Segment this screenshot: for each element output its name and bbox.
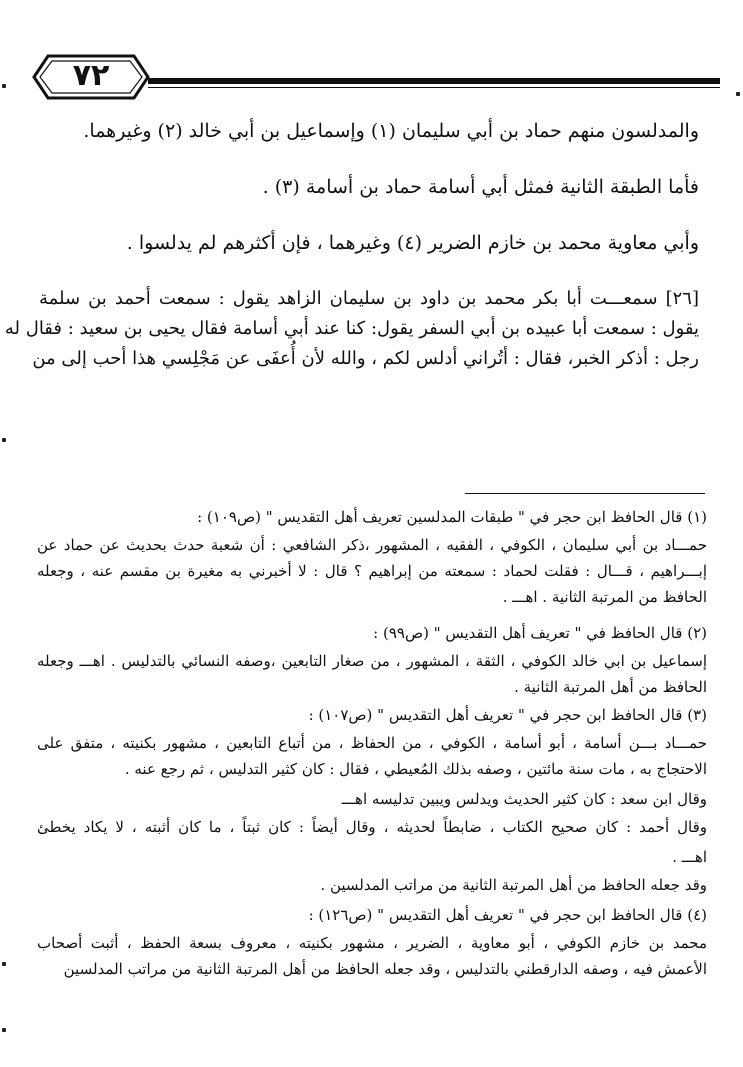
footnote-line: (٢) قال الحافظ في " تعريف أهل التقديس " (ص٩٩) :	[373, 624, 707, 642]
narration-line: [٢٦] سمعـــت أبا بكر محمد بن داود بن سليمان الزاهد يقول : سمعت أحمد بن سلمة	[39, 288, 699, 309]
footnote-line: الحافظ من المرتبة الثانية . اهـــ .	[502, 588, 707, 606]
scan-mark	[2, 1028, 6, 1032]
scan-mark	[736, 92, 740, 96]
footnote-line: محمد بن خازم الكوفي ، أبو معاوية ، الضرير ، مشهور بكنيته ، معروف بسعة الحفظ ، أثبت أصحاب	[37, 934, 707, 952]
main-text	[4, 0, 699, 400]
body-line: والمدلسون منهم حماد بن أبي سليمان (١) وإسماعيل بن أبي خالد (٢) وغيرهما.	[83, 120, 699, 142]
footnote-line: إبـــراهيم ، قـــال : فقلت لحماد : سمعته من إبراهيم ؟ قال : لا أخبرني به مغيرة بن مقسم عنه ، وجعله	[37, 562, 707, 580]
footnote-line: الحافظ من أهل المرتبة الثانية .	[514, 678, 707, 696]
scan-mark	[2, 962, 6, 966]
footnote-line: حمـــاد بـــن أسامة ، أبو أسامة ، الكوفي ، من الحفاظ ، من أتباع التابعين ، مشهور بكنيته ، متفق على	[37, 734, 707, 752]
footnote-line: الأعمش فيه ، وصفه الدارقطني بالتدليس ، وقد جعله الحافظ من أهل المرتبة الثانية من مراتب المدلسين	[63, 960, 707, 978]
narration-line: يقول : سمعت أبا عبيده بن أبي السفر يقول: كنا عند أبي أسامة فقال يحيى بن سعيد : فقال له	[4, 318, 699, 339]
footnote-line: (٤) قال الحافظ ابن حجر في " تعريف أهل التقديس " (ص١٢٦) :	[308, 906, 707, 924]
footnote-line: (١) قال الحافظ ابن حجر في " طبقات المدلسين تعريف أهل التقديس " (ص١٠٩) :	[197, 508, 707, 526]
page-number: ٧٢	[72, 58, 110, 93]
footnote-line: وقال أحمد : كان صحيح الكتاب ، ضابطاً لحديثه ، وقال أيضاً : كان ثبتاً ، ما كان أثبته ، لا يكاد يخطئ	[37, 818, 707, 836]
footnote-line: وقد جعله الحافظ من أهل المرتبة الثانية من مراتب المدلسين .	[320, 876, 707, 894]
scan-mark	[2, 438, 6, 442]
scan-mark	[2, 84, 6, 88]
body-line: وأبي معاوية محمد بن خازم الضرير (٤) وغيرهما ، فإن أكثرهم لم يدلسوا .	[126, 232, 699, 254]
footnote-line: الاحتجاج به ، مات سنة مائتين ، وصفه بذلك المُعيطي ، فقال : كان كثير التدليس ، ثم رجع عنه .	[124, 760, 707, 778]
footnote-separator	[465, 493, 705, 494]
footnote-line: وقال ابن سعد : كان كثير الحديث ويدلس ويبين تدليسه اهـــ	[341, 790, 707, 808]
narration-line: رجل : أذكر الخبر، فقال : أتُراني أدلس لكم ، والله لأن أُعفَى عن مَجْلِسي هذا أحب إلى من	[32, 348, 699, 369]
footnote-line: إسماعيل بن ابي خالد الكوفي ، الثقة ، المشهور ، من صغار التابعين ،وصفه النسائي بالتدليس . اهـــ وجعله	[37, 652, 707, 670]
footnote-line: حمـــاد بن أبي سليمان ، الكوفي ، الفقيه ، المشهور ،ذكر الشافعي : أن شعبة حدث بحديث عن حماد عن	[37, 536, 707, 554]
footnote-line: اهـــ .	[672, 848, 707, 866]
footnote-line: (٣) قال الحافظ ابن حجر في " تعريف أهل التقديس " (ص١٠٧) :	[308, 706, 707, 724]
body-line: فأما الطبقة الثانية فمثل أبي أسامة حماد بن أسامة (٣) .	[262, 176, 699, 198]
